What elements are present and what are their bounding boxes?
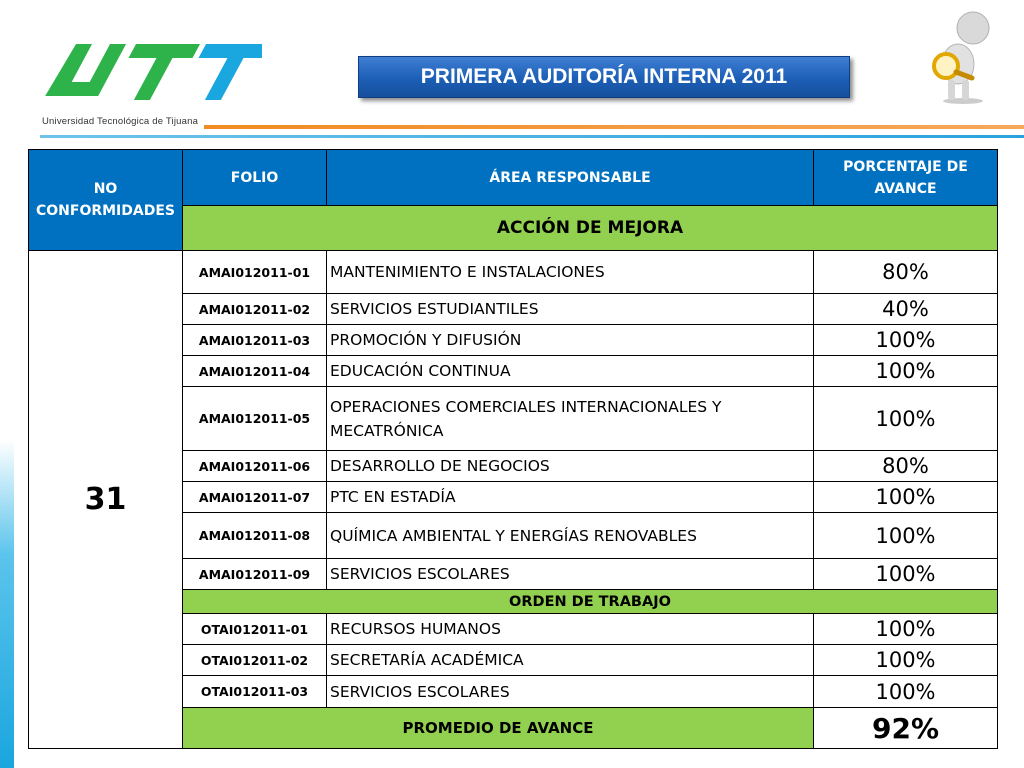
header-folio: FOLIO bbox=[183, 150, 327, 206]
area-cell: SERVICIOS ESTUDIANTILES bbox=[327, 294, 814, 325]
no-conformidades-total: 31 bbox=[29, 251, 183, 749]
promedio-label: PROMEDIO DE AVANCE bbox=[183, 708, 814, 749]
left-edge-accent bbox=[0, 440, 14, 768]
percentage-cell: 100% bbox=[814, 676, 998, 708]
percentage-cell: 100% bbox=[814, 559, 998, 590]
area-cell: RECURSOS HUMANOS bbox=[327, 614, 814, 645]
utt-logo bbox=[42, 38, 262, 130]
area-cell: PROMOCIÓN Y DIFUSIÓN bbox=[327, 325, 814, 356]
header-rule-blue bbox=[40, 135, 1024, 138]
folio-cell: AMAI012011-06 bbox=[183, 451, 327, 482]
percentage-cell: 100% bbox=[814, 645, 998, 676]
header-no-conformidades: NO CONFORMIDADES bbox=[29, 150, 183, 251]
percentage-cell: 80% bbox=[814, 451, 998, 482]
area-cell: PTC EN ESTADÍA bbox=[327, 482, 814, 513]
percentage-cell: 100% bbox=[814, 325, 998, 356]
section-accion-de-mejora: ACCIÓN DE MEJORA bbox=[183, 206, 998, 251]
area-cell: MANTENIMIENTO E INSTALACIONES bbox=[327, 251, 814, 294]
folio-cell: AMAI012011-09 bbox=[183, 559, 327, 590]
page-title: PRIMERA AUDITORÍA INTERNA 2011 bbox=[358, 56, 850, 98]
folio-cell: OTAI012011-02 bbox=[183, 645, 327, 676]
percentage-cell: 100% bbox=[814, 614, 998, 645]
folio-cell: OTAI012011-01 bbox=[183, 614, 327, 645]
folio-cell: AMAI012011-05 bbox=[183, 387, 327, 451]
percentage-cell: 40% bbox=[814, 294, 998, 325]
audit-table bbox=[28, 149, 998, 749]
promedio-value: 92% bbox=[814, 708, 998, 749]
header-area-responsable: ÁREA RESPONSABLE bbox=[327, 150, 814, 206]
section-orden-de-trabajo: ORDEN DE TRABAJO bbox=[183, 590, 998, 614]
area-cell: DESARROLLO DE NEGOCIOS bbox=[327, 451, 814, 482]
folio-cell: OTAI012011-03 bbox=[183, 676, 327, 708]
area-cell: SERVICIOS ESCOLARES bbox=[327, 559, 814, 590]
percentage-cell: 80% bbox=[814, 251, 998, 294]
folio-cell: AMAI012011-02 bbox=[183, 294, 327, 325]
percentage-cell: 100% bbox=[814, 356, 998, 387]
table-row bbox=[29, 251, 998, 294]
folio-cell: AMAI012011-01 bbox=[183, 251, 327, 294]
header-rule-orange bbox=[204, 125, 1024, 129]
percentage-cell: 100% bbox=[814, 513, 998, 559]
logo-subtitle: Universidad Tecnológica de Tijuana bbox=[42, 116, 199, 127]
folio-cell: AMAI012011-03 bbox=[183, 325, 327, 356]
folio-cell: AMAI012011-07 bbox=[183, 482, 327, 513]
header-porcentaje-avance: PORCENTAJE DE AVANCE bbox=[814, 150, 998, 206]
area-cell: OPERACIONES COMERCIALES INTERNACIONALES Y MECATRÓNICA bbox=[327, 387, 814, 451]
area-cell: QUÍMICA AMBIENTAL Y ENERGÍAS RENOVABLES bbox=[327, 513, 814, 559]
area-cell: SERVICIOS ESCOLARES bbox=[327, 676, 814, 708]
percentage-cell: 100% bbox=[814, 482, 998, 513]
area-cell: EDUCACIÓN CONTINUA bbox=[327, 356, 814, 387]
percentage-cell: 100% bbox=[814, 387, 998, 451]
folio-cell: AMAI012011-08 bbox=[183, 513, 327, 559]
utt-logo-mark bbox=[42, 38, 262, 112]
area-cell: SECRETARÍA ACADÉMICA bbox=[327, 645, 814, 676]
table-header-row bbox=[29, 150, 998, 206]
folio-cell: AMAI012011-04 bbox=[183, 356, 327, 387]
magnifier-figure-icon bbox=[918, 6, 1008, 106]
